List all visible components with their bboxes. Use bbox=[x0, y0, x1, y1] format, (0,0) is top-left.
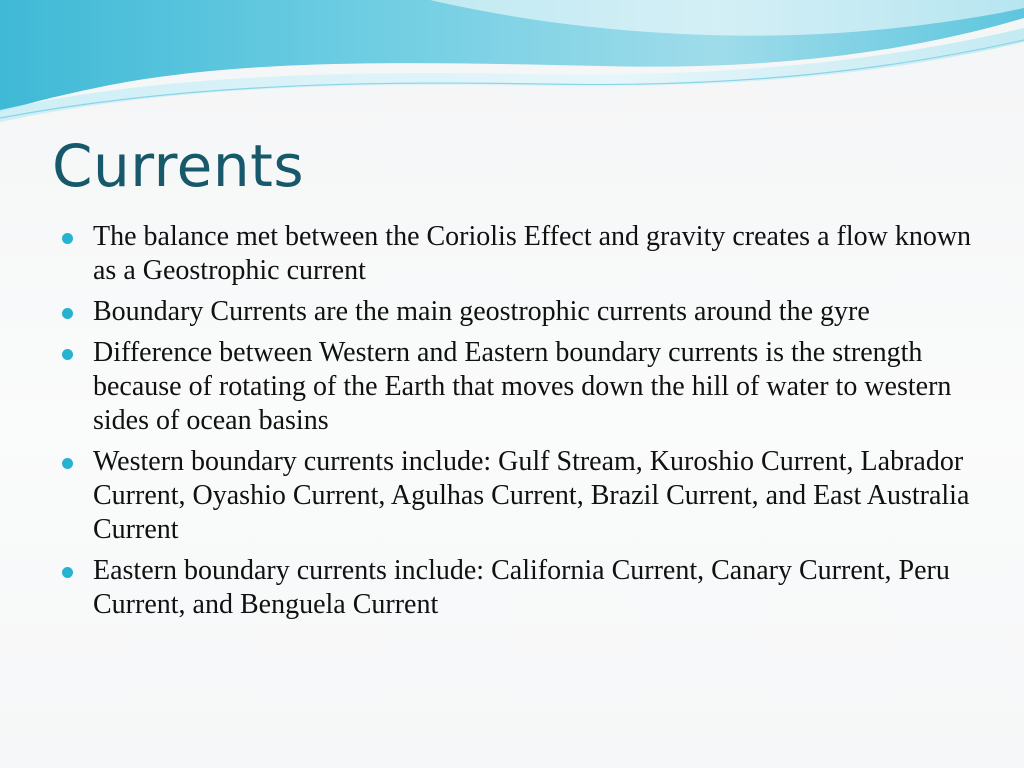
bullet-dot-icon bbox=[62, 233, 73, 244]
bullet-dot-icon bbox=[62, 308, 73, 319]
bullet-item bbox=[60, 295, 972, 329]
bullet-item bbox=[60, 220, 972, 288]
bullet-item bbox=[60, 445, 972, 547]
bullet-text: Difference between Western and Eastern boundary currents is the strength because of rotating of the Earth that moves down the hill of water to western sides of ocean basins bbox=[93, 337, 952, 436]
bullet-item bbox=[60, 554, 972, 622]
bullet-dot-icon bbox=[62, 458, 73, 469]
bullet-text: Boundary Currents are the main geostrophic currents around the gyre bbox=[93, 296, 870, 327]
bullet-dot-icon bbox=[62, 349, 73, 360]
wave-header-decoration bbox=[0, 0, 1024, 130]
slide-title: Currents bbox=[52, 132, 305, 200]
bullet-item bbox=[60, 336, 972, 438]
bullet-text: Eastern boundary currents include: California Current, Canary Current, Peru Current, and Benguela Current bbox=[93, 555, 950, 620]
bullet-dot-icon bbox=[62, 567, 73, 578]
bullet-list bbox=[60, 220, 972, 629]
bullet-text: Western boundary currents include: Gulf Stream, Kuroshio Current, Labrador Current, Oyashio Current, Agulhas Current, Brazil Current, and East Australia Current bbox=[93, 446, 970, 545]
bullet-text: The balance met between the Coriolis Effect and gravity creates a flow known as a Geostrophic current bbox=[93, 221, 972, 286]
